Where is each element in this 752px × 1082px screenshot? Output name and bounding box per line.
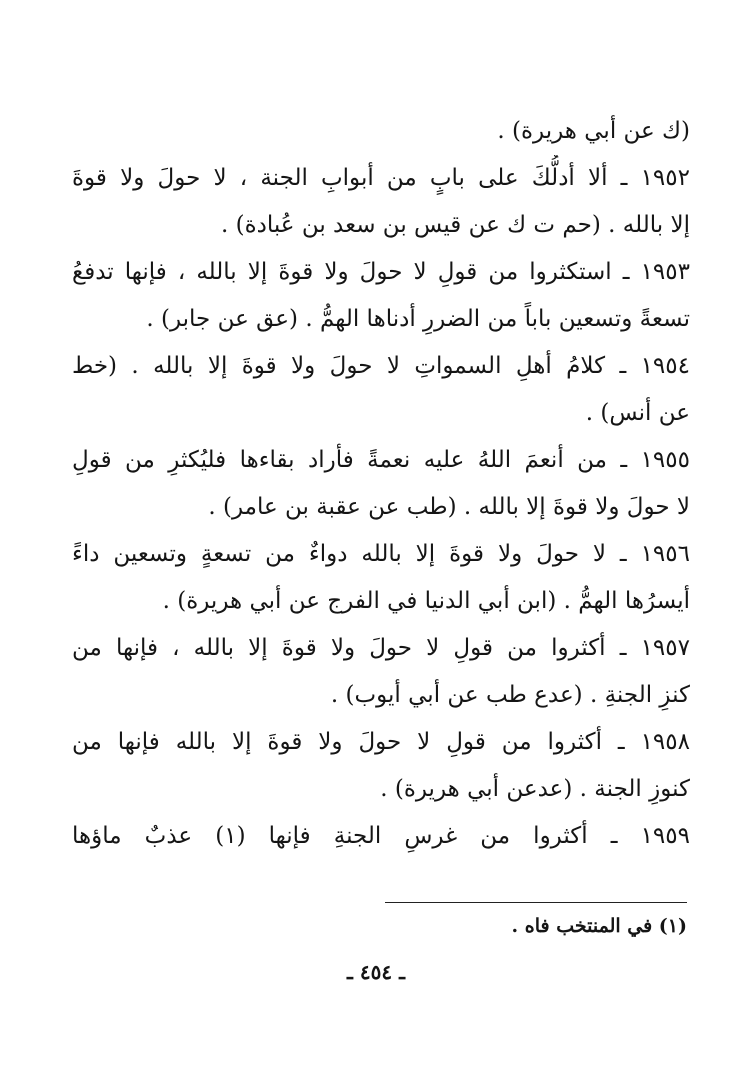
text-line: ١٩٥٣ ـ استكثروا من قولِ لا حولَ ولا قوةَ إلا بالله ، فإنها تدفعُ [72, 259, 690, 285]
text-line: تسعةً وتسعين باباً من الضررِ أدناها الهمُّ . (عق عن جابر) . [146, 306, 690, 332]
footnote-divider [385, 902, 687, 903]
text-line: كنوزِ الجنة . (عدعن أبي هريرة) . [380, 776, 690, 802]
footnote: (١) في المنتخب فاه . [511, 915, 687, 937]
text-line: ١٩٥٨ ـ أكثروا من قولِ لا حولَ ولا قوةَ إلا بالله فإنها من [72, 729, 690, 755]
text-line: ١٩٥٩ ـ أكثروا من غرسِ الجنةِ فإنها (١) عذبٌ ماؤها [72, 823, 690, 849]
text-line: أيسرُها الهمُّ . (ابن أبي الدنيا في الفرج عن أبي هريرة) . [162, 588, 690, 614]
text-line: عن أنس) . [585, 400, 690, 426]
text-line: كنزِ الجنةِ . (عدع طب عن أبي أيوب) . [330, 682, 690, 708]
text-line: إلا بالله . (حم ت ك عن قيس بن سعد بن عُبادة) . [220, 212, 690, 238]
hadith-text-block [72, 108, 690, 860]
text-line: ١٩٥٢ ـ ألا أدلُّكَ على بابٍ من أبوابِ الجنة ، لا حولَ ولا قوةَ [72, 165, 690, 191]
text-line: ١٩٥٦ ـ لا حولَ ولا قوةَ إلا بالله دواءٌ من تسعةٍ وتسعين داءً [72, 541, 690, 567]
text-line: ١٩٥٧ ـ أكثروا من قولِ لا حولَ ولا قوةَ إلا بالله ، فإنها من [72, 635, 690, 661]
text-line: ١٩٥٤ ـ كلامُ أهلِ السمواتِ لا حولَ ولا قوةَ إلا بالله . (خط [72, 353, 690, 379]
text-line: ١٩٥٥ ـ من أنعمَ اللهُ عليه نعمةً فأراد بقاءها فليُكثرِ من قولِ [72, 447, 690, 473]
page-number: ـ ٤٥٤ ـ [347, 960, 405, 984]
text-line: لا حولَ ولا قوةَ إلا بالله . (طب عن عقبة بن عامر) . [208, 494, 690, 520]
text-line: (ك عن أبي هريرة) . [497, 118, 690, 144]
